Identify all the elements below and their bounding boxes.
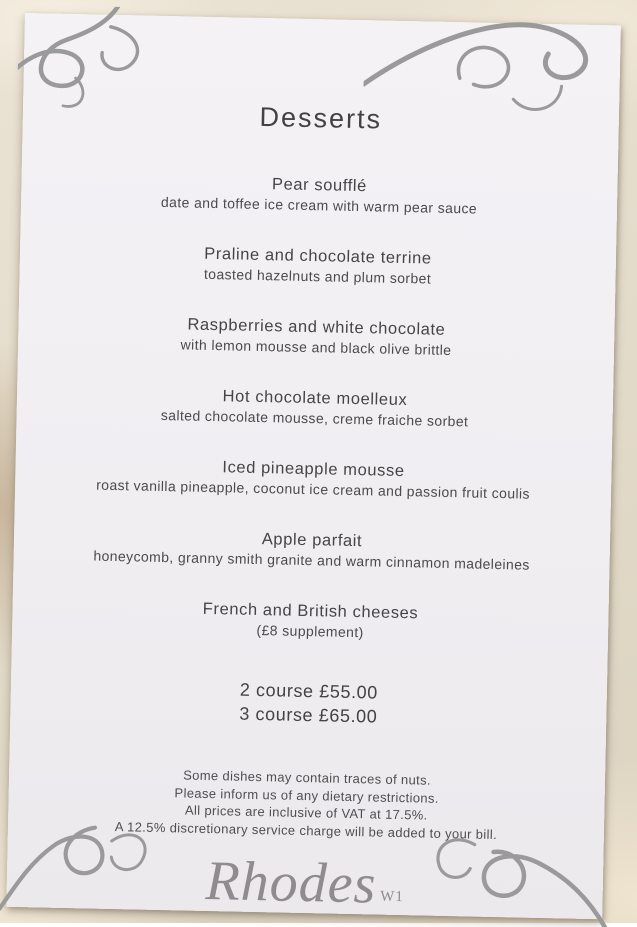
course-prices — [239, 678, 378, 729]
menu-item — [96, 383, 533, 433]
restaurant-logo — [205, 851, 405, 915]
menu-item — [92, 596, 529, 646]
menu-item-desc: salted chocolate mousse, creme fraiche sorbet — [160, 406, 469, 430]
dessert-list — [91, 170, 538, 676]
menu-item-name: French and British cheeses — [202, 599, 419, 623]
menu-item — [98, 312, 535, 362]
logo-location: W1 — [379, 888, 405, 906]
menu-page — [6, 13, 621, 919]
menu-title: Desserts — [259, 101, 383, 135]
menu-item-desc: toasted hazelnuts and plum sorbet — [203, 265, 432, 287]
menu-item — [93, 525, 530, 575]
price-line: 2 course £55.00 — [239, 679, 379, 703]
menu-item-desc: (£8 supplement) — [256, 621, 364, 641]
logo-name: Rhodes — [204, 849, 378, 916]
footer-notes — [115, 765, 499, 843]
price-line: 3 course £65.00 — [239, 703, 378, 727]
menu-item-desc: date and toffee ice cream with warm pear sauce — [160, 193, 478, 217]
menu-item-desc: honeycomb, granny smith granite and warm cinnamon madeleines — [93, 547, 530, 573]
menu-item-name: Apple parfait — [261, 530, 363, 551]
note-line: Some dishes may contain traces of nuts. — [183, 767, 432, 788]
menu-item-desc: with lemon mousse and black olive brittle — [180, 336, 452, 359]
menu-item — [99, 241, 536, 291]
note-line: Please inform us of any dietary restrictions. — [174, 784, 439, 806]
note-line: All prices are inclusive of VAT at 17.5%. — [184, 802, 428, 823]
menu-item-desc: roast vanilla pineapple, coconut ice cream and passion fruit coulis — [96, 476, 531, 502]
menu-item-name: Hot chocolate moelleux — [222, 387, 408, 410]
menu-item-name: Iced pineapple mousse — [222, 458, 405, 481]
menu-content — [6, 13, 621, 919]
menu-item — [95, 454, 532, 504]
menu-item-name: Pear soufflé — [271, 175, 368, 196]
menu-item — [101, 170, 538, 220]
note-line: A 12.5% discretionary service charge will be added to your bill. — [114, 818, 498, 842]
menu-item-name: Raspberries and white chocolate — [187, 315, 446, 339]
menu-item-name: Praline and chocolate terrine — [204, 244, 432, 268]
